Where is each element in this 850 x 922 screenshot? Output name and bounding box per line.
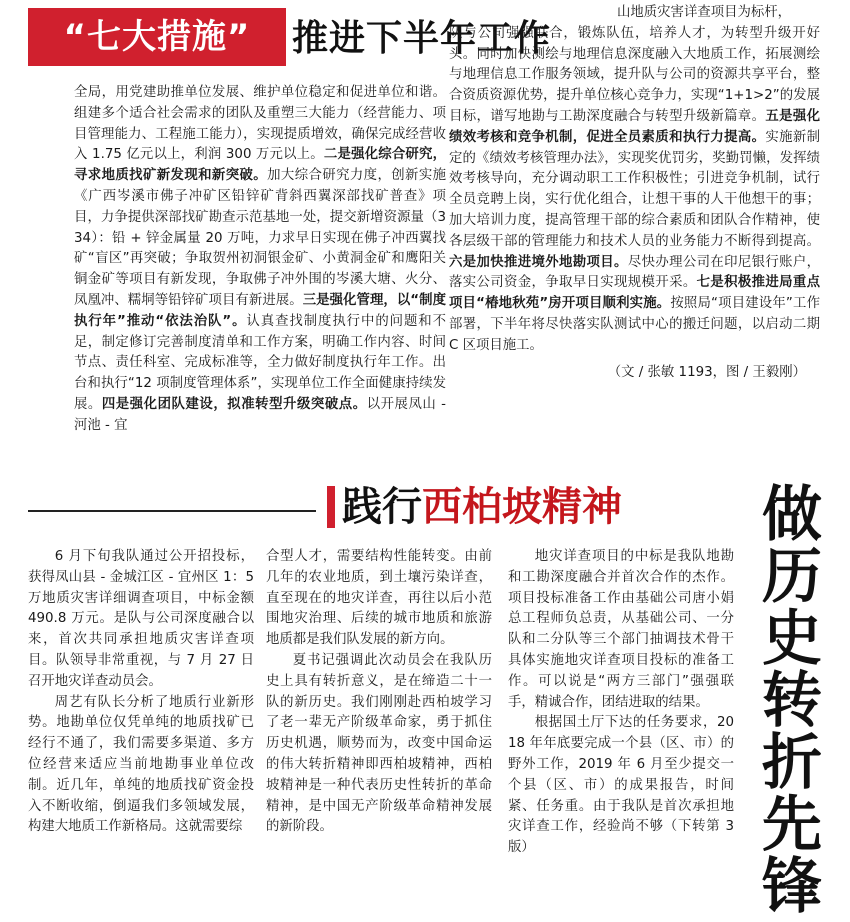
byline: （文 / 张敏 1193，图 / 王毅刚） [607,364,806,380]
paragraph: 6 月下旬我队通过公开招投标，获得凤山县 - 金城江区 - 宜州区 1：5 万地质灾害详细调查项目，中标金额 490.8 万元。是队与公司深度融合以来，首次共同承担地质灾害详查项目。队领导非常重视，与 7 月 27 日召开地灾详查动员会。 [28,549,254,689]
section-banner [28,8,286,66]
bottom-article-column-3 [508,547,734,859]
paragraph: 根据国土厅下达的任务要求，2018 年年底要完成一个县（区、市）的野外工作，2019 年 6 月至少提交一个县（区、市）的成果报告，时间紧、任务重。由于我队是首次承担地灾详查工作，经验尚不够（下转第 3 版） [508,715,734,856]
paragraph: 夏书记强调此次动员会在我队历史上具有转折意义，是在缔造二十一队的新历史。我们刚刚赴西柏坡学习了老一辈无产阶级革命家，勇于抓住历史机遇，顺势而为，改变中国命运的伟大转折精神即西柏坡精神，西柏坡精神是一种代表历史性转折的革命精神，是中国无产阶级革命精神发展的新阶段。 [266,652,492,835]
headline-marker [327,486,335,528]
headline-part-black: 践行 [342,483,422,530]
banner-title: “七大措施” [63,17,251,57]
paragraph: 合型人才，需要结构性能转变。由前几年的农业地质，到土壤污染详查，直至现在的地灾详查，再往以后小范围地灾治理、后续的城市地质和旅游地质都是我们队发展的新方向。 [266,549,492,648]
paragraph: 队与公司强强联合，锻炼队伍，培养人才，为转型升级开好头。同时加快测绘与地理信息深度融入大地质工作，拓展测绘与地理信息工作服务领域，提升队与公司的资源共享平台，整合资质资源优势，提升单位核心竞争力，实现“1+1>2”的发展目标，谱写地勘与工勘深度融合与转型升级新篇章。五是强化绩效考核和竞争机制，促进全员素质和执行力提高。实施新制定的《绩效考核管理办法》，实现奖优罚劣，奖勤罚懒，发挥绩效考核导向，充分调动职工工作积极性；引进竞争机制，试行全员竞聘上岗，实行优化组合，让想干事的人干他想干的事；加大培训力度，提高管理干部的综合素质和团队合作精神，使各层级干部的管理能力和技术人员的业务能力不断得到提高。六是加快推进境外地勘项目。尽快办理公司在印尼银行账户，落实公司资金，争取早日实现规模开采。七是积极推进局重点项目“椿地秋苑”房开项目顺利实施。按照局“项目建设年”工作部署，下半年将尽快落实队测试中心的搬迁问题，以启动二期 C 区项目施工。 [449,25,821,353]
article-headline [342,480,622,534]
top-article-column-right [449,3,820,453]
vertical-headline: 做历史转折先锋 [762,480,822,922]
paragraph-first-line: 山地质灾害详查项目为标杆， [617,5,792,20]
banner-subtitle: 推进下半年工作 [292,18,552,59]
bottom-article-column-1 [28,547,254,838]
section-divider [28,510,316,512]
top-article-column-left [74,83,446,463]
paragraph: 周艺有队长分析了地质行业新形势。地勘单位仅凭单纯的地质找矿已经行不通了，我们需要多渠道、多方位经营来适应当前地勘事业单位改制。近几年，单纯的地质找矿资金投入不断收缩，倒逼我们多领域发展，构建大地质工作新格局。这就需要综 [28,694,254,835]
headline-part-red: 西柏坡精神 [422,483,622,530]
paragraph: 全局，用党建助推单位发展、维护单位稳定和促进单位和谐。组建多个适合社会需求的团队及重塑三大能力（经营能力、项目管理能力、工程施工能力），实现提质增效，确保完成经营收入 1.75 亿元以上，利润 300 万元以上。二是强化综合研究，寻求地质找矿新发现和新突破。加大综合研究力度，创新实施《广西岑溪市佛子冲矿区铅锌矿背斜西翼深部找矿普查》项目，力争提供深部找矿勘查示范基地一处，提交新增资源量（334）：铅 + 锌金属量 20 万吨，力求早日实现在佛子冲西翼找矿“盲区”再突破；争取贺州初洞银金矿、小黄洞金矿和鹰阳关铜金矿等项目有新发现，争取佛子冲外围的岑溪大塘、火分、凤凰冲、糯垌等铅锌矿项目有新进展。三是强化管理，以“制度执行年”推动“依法治队”。认真查找制度执行中的问题和不足，制定修订完善制度清单和工作方案，明确工作内容、时间节点、责任科室、完成标准等，全力做好制度执行年工作。出台和执行“12 项制度管理体系”，实现单位工作全面健康持续发展。四是强化团队建设，拟准转型升级突破点。以开展凤山 - 河池 - 宜 [74,85,447,433]
bottom-article-column-2 [266,547,492,838]
paragraph: 地灾详查项目的中标是我队地勘和工勘深度融合并首次合作的杰作。项目投标准备工作由基础公司唐小娟总工程师负总责，从基础公司、一分队和二分队等三个部门抽调技术骨干具体实施地灾详查项目投标的准备工作。可以说是“两方三部门”强强联手，精诚合作，团结进取的结果。 [508,549,734,710]
